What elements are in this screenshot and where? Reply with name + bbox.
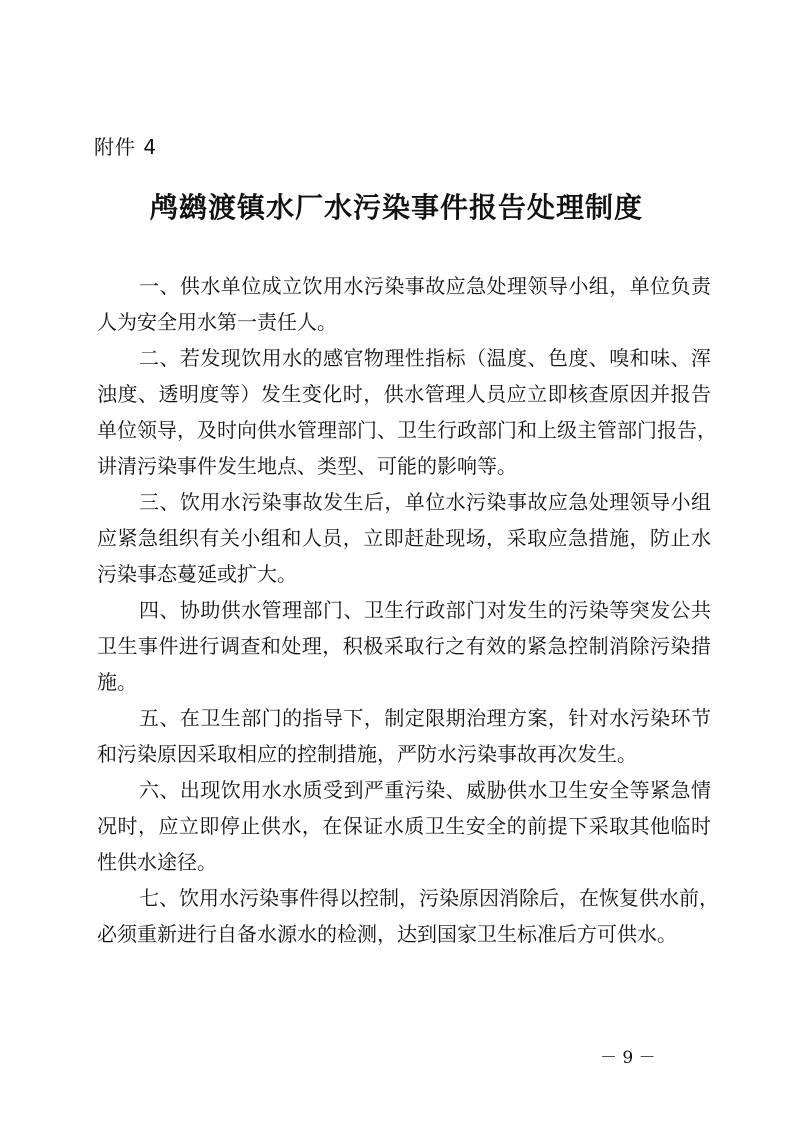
paragraph-line: 二、若发现饮用水的感官物理性指标（温度、色度、嗅和味、浑 xyxy=(139,346,711,370)
paragraph-7 xyxy=(97,880,719,952)
paragraph-line: 六、出现饮用水水质受到严重污染、威胁供水卫生安全等紧急情 xyxy=(139,778,711,802)
paragraph-line: 单位领导，及时向供水管理部门、卫生行政部门和上级主管部门报告， xyxy=(97,418,717,442)
paragraph-line: 五、在卫生部门的指导下，制定限期治理方案，针对水污染环节 xyxy=(139,706,711,730)
paragraph-line: 卫生事件进行调查和处理，积极采取行之有效的紧急控制消除污染措 xyxy=(97,634,711,658)
paragraph-line: 浊度、透明度等）发生变化时，供水管理人员应立即核查原因并报告 xyxy=(97,382,711,406)
paragraph-line: 四、协助供水管理部门、卫生行政部门对发生的污染等突发公共 xyxy=(139,598,711,622)
paragraph-5 xyxy=(97,700,711,772)
paragraph-1 xyxy=(97,268,711,340)
document-body xyxy=(97,268,719,952)
paragraph-4 xyxy=(97,592,711,700)
paragraph-2 xyxy=(97,340,717,484)
paragraph-line: 讲清污染事件发生地点、类型、可能的影响等。 xyxy=(97,454,517,478)
paragraph-line: 七、饮用水污染事件得以控制，污染原因消除后，在恢复供水前， xyxy=(139,886,719,910)
paragraph-6 xyxy=(97,772,711,880)
paragraph-line: 况时，应立即停止供水，在保证水质卫生安全的前提下采取其他临时 xyxy=(97,814,711,838)
paragraph-line: 必须重新进行自备水源水的检测，达到国家卫生标准后方可供水。 xyxy=(97,922,677,946)
paragraph-line: 和污染原因采取相应的控制措施，严防水污染事故再次发生。 xyxy=(97,742,637,766)
paragraph-line: 施。 xyxy=(97,670,137,694)
paragraph-line: 一、供水单位成立饮用水污染事故应急处理领导小组，单位负责 xyxy=(139,274,711,298)
attachment-label: 附件 4 xyxy=(94,135,158,159)
page-number: － 9 － xyxy=(600,1048,656,1068)
paragraph-line: 性供水途径。 xyxy=(97,850,217,874)
paragraph-line: 污染事态蔓延或扩大。 xyxy=(97,562,297,586)
document-title: 鸬鹚渡镇水厂水污染事件报告处理制度 xyxy=(149,191,643,224)
paragraph-3 xyxy=(97,484,711,592)
paragraph-line: 三、饮用水污染事故发生后，单位水污染事故应急处理领导小组 xyxy=(139,490,711,514)
paragraph-line: 人为安全用水第一责任人。 xyxy=(97,310,337,334)
paragraph-line: 应紧急组织有关小组和人员，立即赶赴现场，采取应急措施，防止水 xyxy=(97,526,711,550)
